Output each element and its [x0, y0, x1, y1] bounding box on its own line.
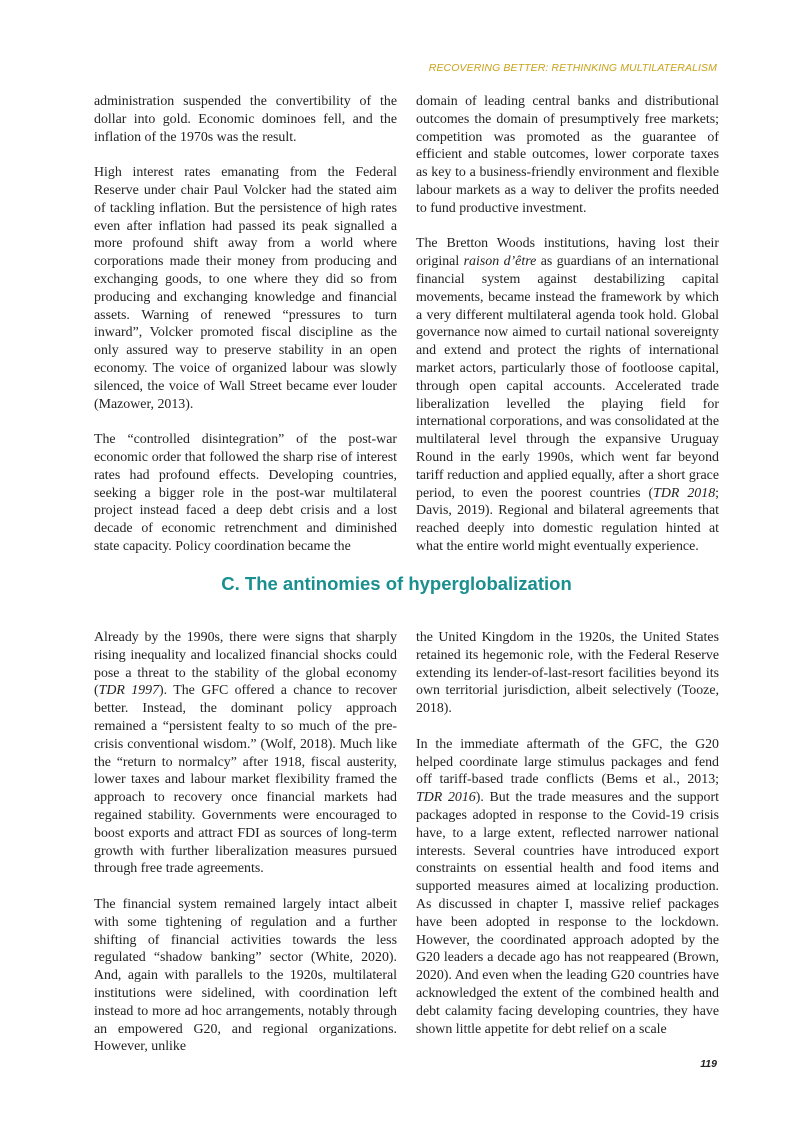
paragraph: High interest rates emanating from the Federal Reserve under chair Paul Volcker had the stated aim of tackling inflation. But the persistence of high rates even after inflation had passed its peak signalled a more profound shift away from a world where corporations made their money from producing and exchanging goods, to one where they did so from producing and exchanging knowledge and financial assets. Warning of renewed “pressures to turn inward”, Volcker promoted fiscal discipline as the only assured way to preserve stability in an open economy. The voice of organized labour was slowly silenced, the voice of Wall Street became ever louder (Mazower, 2013).	[94, 165, 397, 412]
italic-citation: TDR 2018	[653, 485, 716, 501]
bottom-left-column	[94, 629, 397, 1056]
paragraph: The “controlled disintegration” of the post-war economic order that followed the sharp rise of interest rates had profound effects. Developing countries, seeking a bigger role in the post-war multilateral project instead faced a deep debt crisis and a lost decade of economic retrenchment and diminished state capacity. Policy coordination became the	[94, 432, 397, 554]
paragraph: administration suspended the convertibility of the dollar into gold. Economic dominoes fell, and the inflation of the 1970s was the result.	[94, 94, 397, 145]
italic-citation: TDR 1997	[98, 683, 160, 699]
page-number: 119	[700, 1058, 717, 1070]
text-run: Already by the 1990s, there were signs that sharply rising inequality and localized financial shocks could pose a threat to the stability of the global economy (	[94, 630, 397, 699]
section-heading: C. The antinomies of hyperglobalization	[221, 573, 572, 594]
italic-term: raison d’être	[463, 254, 537, 270]
top-left-column	[94, 93, 397, 556]
italic-citation: TDR 2016	[416, 790, 476, 806]
text-run: In the immediate aftermath of the GFC, the G20 helped coordinate large stimulus packages and fend off tariff-based trade conflicts (Bems et al., 2013;	[416, 736, 719, 788]
text-run: ). The GFC offered a chance to recover better. Instead, the dominant policy approach remained a “persistent fealty to so much of the pre-crisis conventional wisdom.” (Wolf, 2018). Much like the “return to normalcy” after 1918, fiscal austerity, lower taxes and labour market flexibility framed the approach to recovery once financial markets had regained stability. Governments were encouraged to boost exports and attract FDI as sources of long-term growth with further liberalization measures pursued through free trade agreements.	[94, 683, 398, 877]
paragraph: domain of leading central banks and distributional outcomes the domain of presumptively free markets; competition was promoted as the guarantee of efficient and stable outcomes, lower corporate taxes as key to a business-friendly environment and flexible labour markets as a way to deliver the profits needed to fund productive investment.	[416, 94, 719, 216]
paragraph: the United Kingdom in the 1920s, the United States retained its hegemonic role, with the Federal Reserve extending its lender-of-last-resort facilities beyond its own territorial jurisdiction, albeit selectively (Tooze, 2018).	[416, 630, 719, 717]
paragraph	[416, 736, 719, 1039]
text-run: as guardians of an international financial system against destabilizing capital movements, became instead the framework by which a very different multilateral agenda took hold. Global governance now aimed to curtail national sovereignty and extend and protect the rights of international market actors, particularly those of footloose capital, through open capital accounts. Accelerated trade liberalization levelled the playing field for international corporations, and was consolidated at the multilateral level through the expansive Uruguay Round in the early 1990s, which went far beyond tariff reduction and applied equally, after a short grace period, to even the poorest countries (	[416, 254, 719, 501]
paragraph	[94, 629, 397, 878]
top-right-column	[416, 93, 719, 556]
bottom-right-column	[416, 629, 719, 1038]
paragraph: The financial system remained largely intact albeit with some tightening of regulation and a further shifting of financial activities towards the less regulated “shadow banking” sector (White, 2020). And, again with parallels to the 1920s, multilateral institutions were sidelined, with coordination left instead to more ad hoc arrangements, notably through an empowered G20, and regional organizations. However, unlike	[94, 896, 397, 1055]
running-header: RECOVERING BETTER: RETHINKING MULTILATERALISM	[428, 62, 717, 74]
text-run: ; Davis, 2019). Regional and bilateral agreements that reached deeply into domestic regulation hinted at what the entire world might eventually experience.	[416, 485, 719, 554]
paragraph	[416, 235, 719, 555]
text-run: The Bretton Woods institutions, having lost their original	[416, 236, 719, 270]
text-run: ). But the trade measures and the support packages adopted in response to the Covid-19 crisis have, to a large extent, reflected narrower national interests. Several countries have introduced export constraints on essential health and food items and supported measures aimed at localizing production. As discussed in chapter I, massive relief packages have been adopted in response to the lockdown. However, the coordinated approach adopted by the G20 leaders a decade ago has not reappeared (Brown, 2020). And even when the leading G20 countries have acknowledged the extent of the combined health and debt calamity facing developing countries, they have shown little appetite for debt relief on a scale	[416, 790, 719, 1037]
